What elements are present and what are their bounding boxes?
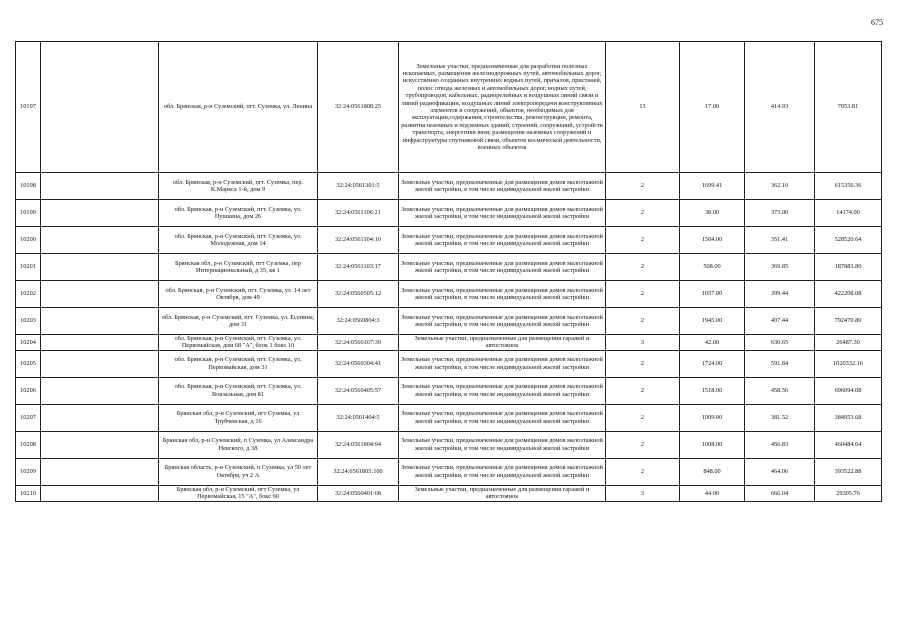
cadastral-value-cell: 792470.80 (815, 308, 882, 335)
table-row (16, 458, 882, 485)
cadastral-number-cell: 32:24:0561805:100 (318, 458, 399, 485)
area-cell: 17.00 (680, 42, 745, 173)
group-cell: 2 (606, 281, 680, 308)
empty-cell (41, 173, 159, 200)
table-row (16, 431, 882, 458)
area-cell: 1518.00 (680, 377, 745, 404)
specific-value-cell: 407.44 (745, 308, 815, 335)
cadastral-number-cell: 32:24:0560304:41 (318, 350, 399, 377)
specific-value-cell: 351.41 (745, 227, 815, 254)
table-row (16, 485, 882, 501)
land-use-description-cell: Земельные участки, предназначенные для размещения гаражей и автостоянок (399, 485, 606, 501)
empty-cell (41, 335, 159, 351)
table-body (16, 42, 882, 502)
row-number: 10204 (16, 335, 41, 351)
address-cell: обл. Брянская, р-н Суземский, пгт. Суземка, ул. 14 лет Октября, дом 49 (159, 281, 318, 308)
group-cell: 3 (606, 335, 680, 351)
group-cell: 2 (606, 404, 680, 431)
empty-cell (41, 42, 159, 173)
area-cell: 44.00 (680, 485, 745, 501)
table-row (16, 42, 882, 173)
row-number: 10207 (16, 404, 41, 431)
group-cell: 2 (606, 173, 680, 200)
specific-value-cell: 362.10 (745, 173, 815, 200)
specific-value-cell: 591.84 (745, 350, 815, 377)
area-cell: 42.00 (680, 335, 745, 351)
cadastral-value-cell: 14174.00 (815, 200, 882, 227)
address-cell: обл. Брянская, р-н Суземский, пгт. Суземка, ул. Первомайская, дом 68 "А", блок 1 бокс 10 (159, 335, 318, 351)
area-cell: 1008.00 (680, 431, 745, 458)
group-cell: 2 (606, 431, 680, 458)
cadastral-value-cell: 1020332.16 (815, 350, 882, 377)
area-cell: 848.00 (680, 458, 745, 485)
area-cell: 1945.00 (680, 308, 745, 335)
row-number: 10202 (16, 281, 41, 308)
address-cell: обл. Брянская, р-н Суземский, пгт. Суземка, пер. К.Маркса 1-й, дом 9 (159, 173, 318, 200)
land-use-description-cell: Земельные участки, предназначенные для размещения домов малоэтажной жилой застройки, в том числе индивидуальной жилой застройки (399, 404, 606, 431)
cadastral-number-cell: 32:24:0561106:21 (318, 200, 399, 227)
cadastral-value-cell: 615356.36 (815, 173, 882, 200)
area-cell: 1504.00 (680, 227, 745, 254)
group-cell: 2 (606, 377, 680, 404)
address-cell: обл. Брянская, р-н Суземский, пгт. Суземка, ул. Пушкина, дом 26 (159, 200, 318, 227)
row-number: 10210 (16, 485, 41, 501)
land-use-description-cell: Земельные участки, предназначенные для размещения домов малоэтажной жилой застройки, в том числе индивидуальной жилой застройки (399, 227, 606, 254)
address-cell: Брянская область, р-н Суземский, п Суземка, ул 50 лет Октября, уч 2 А (159, 458, 318, 485)
specific-value-cell: 458.56 (745, 377, 815, 404)
empty-cell (41, 281, 159, 308)
address-cell: Брянская обл, р-н Суземский, пгт Суземка, ул Первомайская, 15 "А", бокс 90 (159, 485, 318, 501)
area-cell: 38.00 (680, 200, 745, 227)
empty-cell (41, 254, 159, 281)
address-cell: Брянская обл, р-н Суземский, пгт Суземка, ул Трубчевская, д 16 (159, 404, 318, 431)
specific-value-cell: 414.93 (745, 42, 815, 173)
area-cell: 508.00 (680, 254, 745, 281)
cadastral-value-cell: 696094.08 (815, 377, 882, 404)
group-cell: 2 (606, 350, 680, 377)
group-cell: 13 (606, 42, 680, 173)
area-cell: 1699.41 (680, 173, 745, 200)
group-cell: 2 (606, 458, 680, 485)
table-row (16, 335, 882, 351)
group-cell: 2 (606, 308, 680, 335)
empty-cell (41, 377, 159, 404)
land-use-description-cell: Земельные участки, предназначенные для размещения домов малоэтажной жилой застройки, в том числе индивидуальной жилой застройки (399, 200, 606, 227)
specific-value-cell: 381.52 (745, 404, 815, 431)
table-row (16, 254, 882, 281)
land-use-description-cell: Земельные участки, предназначенные для размещения домов малоэтажной жилой застройки, в том числе индивидуальной жилой застройки (399, 281, 606, 308)
empty-cell (41, 431, 159, 458)
address-cell: Брянская обл, р-н Суземский, п Суземка, ул Александра Невского, д 38 (159, 431, 318, 458)
address-cell: Брянская обл, р-н Суземский, пгт Суземка, пер Интернациональный, д 35, кв 1 (159, 254, 318, 281)
specific-value-cell: 630.65 (745, 335, 815, 351)
table-row (16, 173, 882, 200)
table-row (16, 404, 882, 431)
specific-value-cell: 399.44 (745, 281, 815, 308)
row-number: 10197 (16, 42, 41, 173)
empty-cell (41, 485, 159, 501)
empty-cell (41, 227, 159, 254)
land-use-description-cell: Земельные участки, предназначенные для размещения гаражей и автостоянок (399, 335, 606, 351)
row-number: 10201 (16, 254, 41, 281)
land-use-description-cell: Земельные участки, предназначенные для размещения домов малоэтажной жилой застройки, в том числе индивидуальной жилой застройки (399, 458, 606, 485)
address-cell: обл. Брянская, р-н Суземский, пгт. Суземка, ул. Первомайская, дом 31 (159, 350, 318, 377)
cadastral-number-cell: 32:24:0560804:3 (318, 308, 399, 335)
cadastral-number-cell: 32:24:0560405:57 (318, 377, 399, 404)
cadastral-value-cell: 460484.64 (815, 431, 882, 458)
group-cell: 2 (606, 254, 680, 281)
cadastral-number-cell: 32:24:0561808:25 (318, 42, 399, 173)
cadastral-value-cell: 26487.30 (815, 335, 882, 351)
land-use-description-cell: Земельные участки, предназначенные для размещения домов малоэтажной жилой застройки, в том числе индивидуальной жилой застройки (399, 173, 606, 200)
cadastral-value-cell: 422208.08 (815, 281, 882, 308)
cadastral-value-cell: 393522.88 (815, 458, 882, 485)
address-cell: обл. Брянская, р-н Суземский, пгт. Суземка, ул. Ленина (159, 42, 318, 173)
table-row (16, 308, 882, 335)
cadastral-number-cell: 32:24:0560505:12 (318, 281, 399, 308)
row-number: 10203 (16, 308, 41, 335)
group-cell: 3 (606, 485, 680, 501)
cadastral-value-cell: 7053.81 (815, 42, 882, 173)
row-number: 10200 (16, 227, 41, 254)
group-cell: 2 (606, 200, 680, 227)
area-cell: 1057.00 (680, 281, 745, 308)
cadastral-number-cell: 32:24:0561103:17 (318, 254, 399, 281)
cadastral-number-cell: 32:24:0561104:10 (318, 227, 399, 254)
cadastral-value-cell: 528520.64 (815, 227, 882, 254)
cadastral-number-cell: 32:24:0561404:5 (318, 404, 399, 431)
land-use-description-cell: Земельные участки, предназначенные для размещения домов малоэтажной жилой застройки, в том числе индивидуальной жилой застройки (399, 308, 606, 335)
empty-cell (41, 350, 159, 377)
specific-value-cell: 666.04 (745, 485, 815, 501)
cadastral-number-cell: 32:24:0560107:39 (318, 335, 399, 351)
land-use-description-cell: Земельные участки, предназначенные для разработки полезных ископаемых, размещения железнодорожных путей, автомобильных дорог, искусственно созданных внутренних водных путей, причалов, пристаней, полос отвода железных и автомобильных дорог, водных путей, трубопроводов, кабельных, радиорелейных и воздушных линий связи и линий радиофикации, воздушных линий электропередачи конструктивных элементов и сооружений, объектов, необходимых для эксплуатации,содержания, строительства, реконструкции, ремонта, развития наземных и подземных зданий, строений, сооружений, устройств транспорта, энергетики вязи; размещения наземных сооружений и инфраструктуры спутниковой связи, объектов космической деятельности, военных объектов (399, 42, 606, 173)
address-cell: обл. Брянская, р-н Суземский, пгт. Суземка, ул. Вокзальная, дом 81 (159, 377, 318, 404)
area-cell: 1724.00 (680, 350, 745, 377)
specific-value-cell: 456.83 (745, 431, 815, 458)
address-cell: обл. Брянская, р-н Суземский, пгт. Суземка, ул. Молодежная, дом 14 (159, 227, 318, 254)
cadastral-number-cell: 32:24:0560401:68 (318, 485, 399, 501)
row-number: 10209 (16, 458, 41, 485)
land-use-description-cell: Земельные участки, предназначенные для размещения домов малоэтажной жилой застройки, в том числе индивидуальной жилой застройки (399, 254, 606, 281)
table-row (16, 350, 882, 377)
specific-value-cell: 464.06 (745, 458, 815, 485)
specific-value-cell: 373.00 (745, 200, 815, 227)
page-number: 675 (871, 18, 883, 27)
land-use-description-cell: Земельные участки, предназначенные для размещения домов малоэтажной жилой застройки, в том числе индивидуальной жилой застройки (399, 377, 606, 404)
cadastral-value-cell: 187883.80 (815, 254, 882, 281)
cadastral-number-cell: 32:24:0561301:5 (318, 173, 399, 200)
empty-cell (41, 200, 159, 227)
empty-cell (41, 404, 159, 431)
row-number: 10199 (16, 200, 41, 227)
row-number: 10205 (16, 350, 41, 377)
land-use-description-cell: Земельные участки, предназначенные для размещения домов малоэтажной жилой застройки, в том числе индивидуальной жилой застройки (399, 431, 606, 458)
cadastral-value-cell: 29305.76 (815, 485, 882, 501)
registry-table (15, 41, 882, 502)
row-number: 10198 (16, 173, 41, 200)
table-row (16, 200, 882, 227)
specific-value-cell: 369.85 (745, 254, 815, 281)
area-cell: 1009.00 (680, 404, 745, 431)
table-row (16, 377, 882, 404)
table-row (16, 281, 882, 308)
empty-cell (41, 458, 159, 485)
row-number: 10208 (16, 431, 41, 458)
cadastral-value-cell: 384953.68 (815, 404, 882, 431)
group-cell: 2 (606, 227, 680, 254)
row-number: 10206 (16, 377, 41, 404)
address-cell: обл. Брянская, р-н Суземский, пгт. Суземка, ул. Есенина, дом 31 (159, 308, 318, 335)
empty-cell (41, 308, 159, 335)
land-use-description-cell: Земельные участки, предназначенные для размещения домов малоэтажной жилой застройки, в том числе индивидуальной жилой застройки (399, 350, 606, 377)
cadastral-number-cell: 32:24:0561804:94 (318, 431, 399, 458)
table-row (16, 227, 882, 254)
